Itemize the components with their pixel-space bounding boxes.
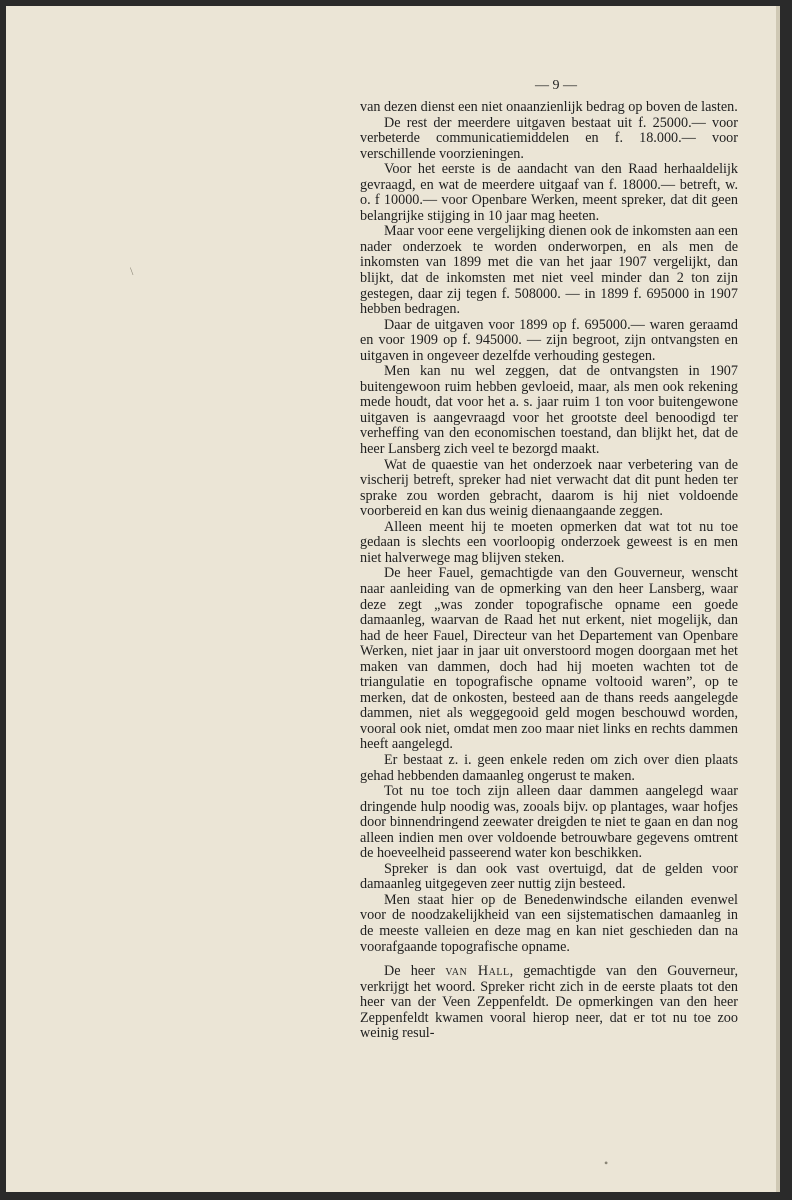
paragraph: Wat de quaestie van het onderzoek naar verbetering van de vischerij betreft, spreker had niet verwacht dat dit punt heden ter sprake zou worden gebracht, daarom is hij niet voldoende voorbereid en kan dus weinig dienaangaande zeggen. (360, 456, 738, 520)
paragraph: Tot nu toe toch zijn alleen daar dammen aangelegd waar dringende hulp noodig was, zooals bijv. op plantages, waar hofjes door binnendringend zeewater dreigden te niet te gaan en dan nog alleen indien men over voldoende betrouwbare gegevens omtrent de hoeveelheid passeerend water kon beschikken. (360, 783, 738, 862)
scan-speck: \ (130, 264, 134, 278)
paragraph: De heer Fauel, gemachtigde van den Gouverneur, wenscht naar aanleiding van de opmerking van den heer Lansberg, waar deze zegt „was zonder topografische opname een goede damaanleg, waarvan de Raad het nut erkent, niet mogelijk, dan had de heer Fauel, Directeur van het Departement van Openbare Werken, niet jaar in jaar uit onverstoord mogen doorgaan met het maken van dammen, doch had hij moeten wachten tot de triangulatie en topografische opname voltooid waren”, op te merken, dat de onkosten, besteed aan de thans reeds aangelegde dammen, niet als weggegooid geld mogen beschouwd worden, vooral ook niet, omdat men zoo maar niet links en rechts dammen heeft aangelegd. (360, 565, 738, 753)
paragraph: Men staat hier op de Benedenwindsche eilanden evenwel voor de noodzakelijkheid van een sijstematischen damaanleg in de meeste valleien en deze mag en kan niet geschieden dan na voorafgaande topografische opname. (360, 891, 738, 955)
paragraph: van dezen dienst een niet onaanzienlijk bedrag op boven de lasten. (360, 99, 738, 115)
body-text (360, 100, 738, 1042)
paragraph: Alleen meent hij te moeten opmerken dat wat tot nu toe gedaan is slechts een voorloopig onderzoek geweest is en men niet halverwege mag blijven steken. (360, 518, 738, 566)
final-paragraph (360, 964, 738, 1042)
paragraph: Voor het eerste is de aandacht van den Raad herhaaldelijk gevraagd, en wat de meerdere uitgaaf van f. 18000.— betreft, w. o. f 10000.— voor Openbare Werken, meent spreker, dat dit geen belangrijke stijging in 10 jaar mag heeten. (360, 161, 738, 224)
paragraph: De rest der meerdere uitgaven bestaat uit f. 25000.— voor verbeterde communicatiemiddelen en f. 18.000.— voor verschillende voorzieningen. (360, 114, 738, 162)
final-paragraph-lead: De heer (384, 963, 436, 980)
paragraph: Er bestaat z. i. geen enkele reden om zich over dien plaats gehad hebbenden damaanleg ongerust te maken. (360, 751, 738, 784)
paragraph: Spreker is dan ook vast overtuigd, dat de gelden voor damaanleg uitgegeven zeer nuttig zijn besteed. (360, 860, 738, 893)
paragraph: Daar de uitgaven voor 1899 op f. 695000.— waren geraamd en voor 1909 op f. 945000. — zijn begroot, zijn ontvangsten en uitgaven in ongeveer dezelfde verhouding gestegen. (360, 316, 738, 364)
page-number: — 9 — (535, 78, 577, 93)
scanned-page (6, 6, 780, 1192)
paragraph: Maar voor eene vergelijking dienen ook de inkomsten aan een nader onderzoek te worden onderworpen, en als men de inkomsten van 1899 met die van het jaar 1907 vergelijkt, dan blijkt, dat de inkomsten met niet veel minder dan 2 ton zijn gestegen, daar zij tegen f. 508000. — in 1899 f. 695000 in 1907 hebben bedragen. (360, 223, 738, 318)
scan-speck: • (604, 1156, 609, 1170)
speaker-name: van Hall (445, 963, 510, 980)
final-paragraph-text: , gemachtigde van den Gouverneur, verkrijgt het woord. Spreker richt zich in de eerste plaats tot den heer van der Veen Zeppenfeldt. De opmerkingen van den heer Zeppenfeldt kwamen vooral hierop neer, dat er tot nu toe zoo weinig resul- (360, 963, 738, 1042)
paragraph: Men kan nu wel zeggen, dat de ontvangsten in 1907 buitengewoon ruim hebben gevloeid, maar, als men ook rekening mede houdt, dat voor het a. s. jaar ruim 1 ton voor buitengewone uitgaven is aangevraagd voor het grootste deel benoodigd ter verheffing van den economischen toestand, dan blijkt het, dat de heer Lansberg zich veel te bezorgd maakt. (360, 363, 738, 458)
